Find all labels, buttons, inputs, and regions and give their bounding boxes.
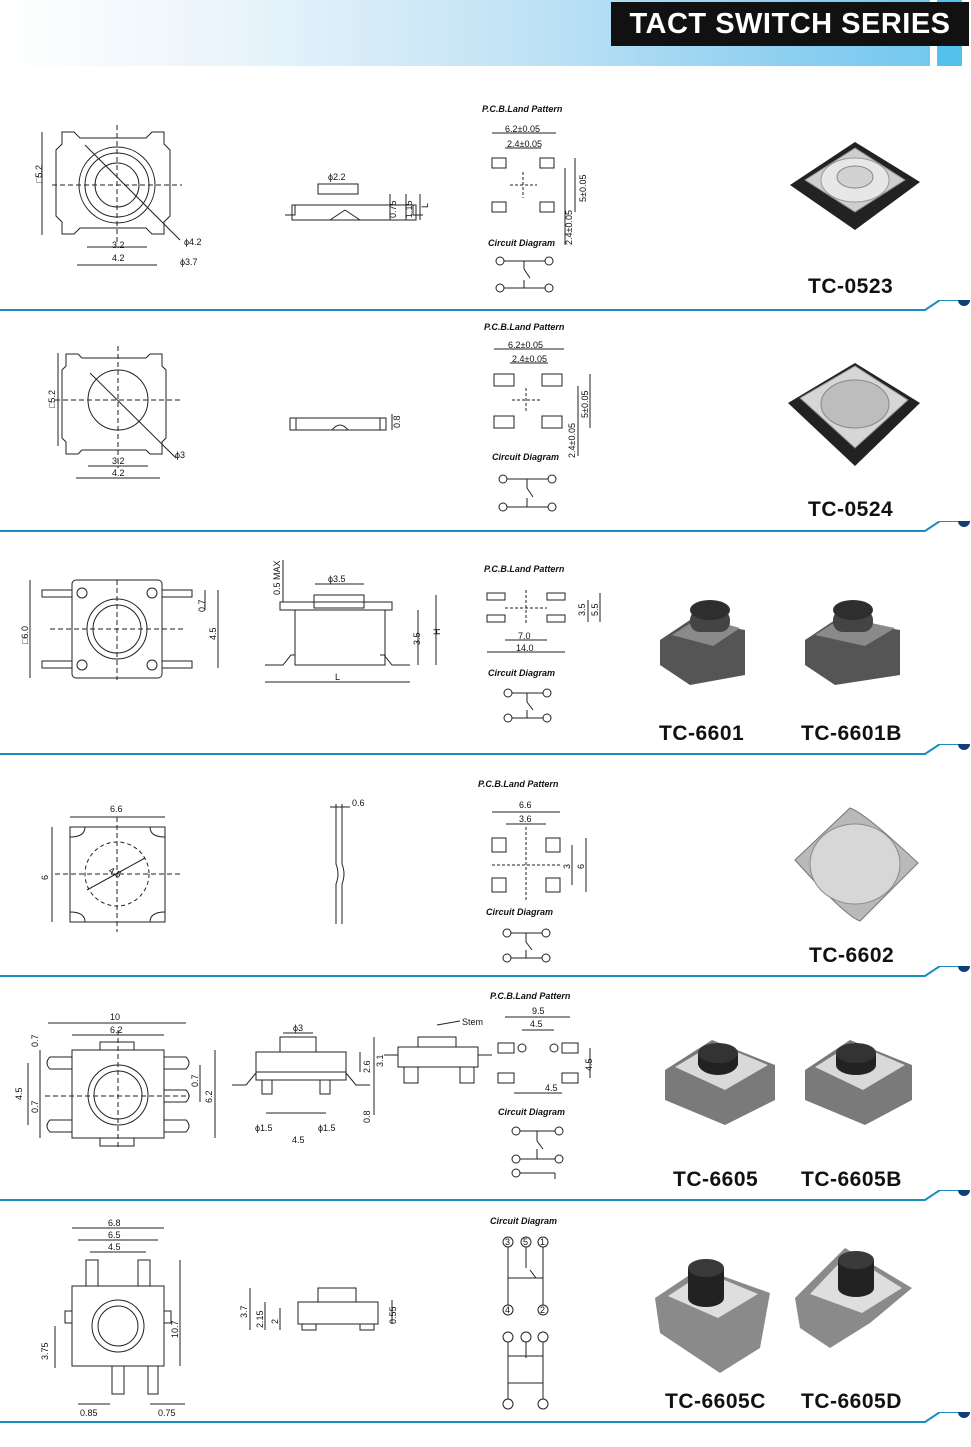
tc-6601-pcb-h-inner: 3.5 [577,603,587,616]
divider-5 [0,1190,971,1206]
tc-6601b-model-label: TC-6601B [801,722,902,745]
tc-6605-stem-label: Stem [462,1017,484,1027]
tc-6605-model-label: TC-6605 [673,1168,759,1191]
tc-6605c-dim-h2: 3.75 [40,1342,50,1360]
tc-6601-model-label: TC-6601 [659,722,745,745]
tc-0524-pcb-w-inner: 2.4±0.05 [512,354,547,364]
tc-0523-dim-side: □5.2 [34,165,44,183]
tc-6601-circuit-label: Circuit Diagram [488,668,556,678]
tc-6605-photo [665,1040,775,1125]
tc-6601-side-h2: H [432,628,442,635]
tc-0523-side-d: ϕ2.2 [328,172,346,182]
tc-6605-pcb-h-inner: 4.5 [584,1058,594,1071]
tc-6602-pcb-w-inner: 3.6 [519,814,532,824]
tc-0524-dim-side: □5.2 [47,390,57,408]
tc-6602-drawings [0,762,971,972]
tc-6605-side-d: ϕ3 [293,1023,304,1033]
tc-6605c-side-h1: 3.7 [239,1305,249,1318]
section-tc-0524 [0,318,971,528]
tc-0524-photo [788,363,920,466]
tc-6605b-model-label: TC-6605B [801,1168,902,1191]
tc-6605-front-view [384,1021,492,1083]
tc-0523-pcb-label: P.C.B.Land Pattern [482,104,563,114]
tc-0524-pcb-label: P.C.B.Land Pattern [484,322,565,332]
tc-6602-pcb-h-inner: 3 [562,863,572,869]
tc-6605c-side-h3: 2 [270,1318,280,1324]
tc-0523-dim-w-outer: 4.2 [112,253,125,263]
tc-0523-side-h2: 1.15 [404,200,414,218]
tc-6605d-photo [795,1248,912,1348]
tc-0523-pcb-pattern [492,133,575,245]
tc-0523-photo [790,142,920,230]
divider-2 [0,521,971,537]
tc-6601-side-view [265,560,436,682]
tc-6605c-dim-b1: 0.85 [80,1408,98,1418]
tc-0524-pcb-w-outer: 6.2±0.05 [508,340,543,350]
tc-6605-pcb-pattern [498,1017,590,1093]
tc-6602-pcb-h-outer: 6 [576,863,586,869]
tc-6605c-pin-5: 2 [540,1305,546,1315]
tc-6605c-pin-4: 4 [505,1305,511,1315]
divider-6 [0,1412,971,1428]
tc-6601-drawings [0,540,971,750]
tc-6601-side-l: L [335,672,341,682]
tc-6602-circuit-label: Circuit Diagram [486,907,554,917]
tc-0524-pcb-h-outer: 5±0.05 [580,390,590,418]
tc-6605c-top-view [55,1228,185,1404]
tc-0524-side-h1: 0.8 [392,415,402,428]
tc-6605-top-view [28,1023,215,1150]
tc-0524-drawings [0,318,971,528]
tc-6605-dim-d: 0.7 [190,1074,200,1087]
tc-6605c-dim-w2: 6.5 [108,1230,121,1240]
tc-6605-circuit [512,1127,563,1179]
tc-6605-dim-w-inner: 6.2 [110,1025,123,1035]
tc-6602-dim-h: 6 [40,874,50,880]
tc-6602-dim-w: 6.6 [110,804,123,814]
tc-0523-drawings [0,70,971,310]
tc-6601-side-top: 0.5 MAX [272,560,282,595]
tc-6605-pcb-w-outer: 9.5 [532,1006,545,1016]
tc-6602-pcb-w-outer: 6.6 [519,800,532,810]
tc-6601-side-h1: 3.5 [412,632,422,645]
tc-6605c-pin-2: 5 [523,1237,529,1247]
tc-6601-dim-side: □6.0 [20,626,30,644]
tc-6605-dim-c: 0.7 [30,1100,40,1113]
tc-6602-model-label: TC-6602 [809,944,895,967]
tc-6601-pcb-pattern [487,590,600,652]
tc-6605-dim-a: 0.7 [30,1034,40,1047]
tc-0524-dim-w-outer: 4.2 [112,468,125,478]
tc-6605-pcb-label: P.C.B.Land Pattern [490,991,571,1001]
tc-6601-pcb-w-inner: 7.0 [518,631,531,641]
divider-1 [0,300,971,316]
tc-6601-pcb-label: P.C.B.Land Pattern [484,564,565,574]
tc-0523-pcb-w-outer: 6.2±0.05 [505,124,540,134]
tc-0523-dim-w-inner: 3.2 [112,240,125,250]
tc-6605d-model-label: TC-6605D [801,1390,902,1413]
tc-0523-side-view [285,184,423,220]
tc-6605c-side-h4: 0.55 [388,1306,398,1324]
tc-6601-top-view [30,580,218,680]
tc-0524-circuit-label: Circuit Diagram [492,452,560,462]
tc-0523-side-h1: 0.75 [388,200,398,218]
tc-6601-side-d: ϕ3.5 [328,574,346,584]
tc-6605b-photo [805,1040,912,1125]
tc-6601-pcb-w-outer: 14.0 [516,643,534,653]
tc-6605-circuit-label: Circuit Diagram [498,1107,566,1117]
tc-0523-dim-d1: ϕ4.2 [184,237,202,247]
divider-3 [0,744,971,760]
tc-6605-side-p1: ϕ1.5 [255,1123,273,1133]
tc-0524-model-label: TC-0524 [808,498,894,521]
tc-0523-circuit-label: Circuit Diagram [488,238,556,248]
tc-6601-pcb-h-outer: 5.5 [590,603,600,616]
section-tc-6602 [0,762,971,972]
tc-6602-dim-d: 4.5 [107,865,123,880]
tc-0523-pcb-w-inner: 2.4±0.05 [507,139,542,149]
tc-0523-model-label: TC-0523 [808,275,894,298]
tc-6601b-photo [805,600,900,685]
tc-6605-side-p3: 4.5 [292,1135,305,1145]
tc-6602-photo [795,808,918,921]
tc-0523-pcb-h-outer: 5±0.05 [578,174,588,202]
section-tc-6601 [0,540,971,750]
tc-6605-side-h2: 3.1 [375,1054,385,1067]
tc-6605c-pin-3: 1 [540,1237,546,1247]
tc-0524-dim-w-inner: 3.2 [112,456,125,466]
tc-6601-dim-pitch: 4.5 [208,627,218,640]
tc-6602-side-view [330,804,350,924]
tc-6605-dim-b: 4.5 [14,1087,24,1100]
tc-0523-side-h3: L [420,202,430,208]
tc-6605-dim-w-outer: 10 [110,1012,121,1022]
tc-6605c-circuit [503,1237,548,1409]
tc-0523-dim-d2: ϕ3.7 [180,257,198,267]
tc-0524-pcb-h-inner: 2.4±0.05 [567,423,577,458]
tc-0524-dim-d1: ϕ3 [175,450,186,460]
tc-6605-side-p2: ϕ1.5 [318,1123,336,1133]
section-tc-6605c [0,1208,971,1433]
tc-6605c-dim-h1: 10.7 [170,1320,180,1338]
tc-6605-dim-e: 6.2 [204,1090,214,1103]
tc-6602-pcb-label: P.C.B.Land Pattern [478,779,559,789]
tc-6602-side-t: 0.6 [352,798,365,808]
tc-6601-circuit [504,689,551,722]
tc-6605c-model-label: TC-6605C [665,1390,766,1413]
section-tc-6605 [0,985,971,1195]
tc-6605c-dim-w1: 6.8 [108,1218,121,1228]
tc-6605c-side-h2: 2.15 [255,1310,265,1328]
tc-6601-dim-pitch-small: 0.7 [197,599,207,612]
tc-6605-pcb-w-bottom: 4.5 [545,1083,558,1093]
tc-6605c-circuit-label: Circuit Diagram [490,1216,558,1226]
tc-0523-circuit [496,257,553,292]
tc-6605c-dim-b2: 0.75 [158,1408,176,1418]
tc-6605c-photo [655,1259,770,1373]
tc-6602-pcb-pattern [492,812,586,902]
page-title: TACT SWITCH SERIES [611,2,969,46]
divider-4 [0,966,971,982]
tc-6605-pcb-w-inner: 4.5 [530,1019,543,1029]
tc-6605c-dim-w3: 4.5 [108,1242,121,1252]
tc-0523-pcb-h-inner: 2.4±0.05 [564,210,574,245]
tc-6601-photo [660,600,745,685]
tc-6605c-pin-1: 3 [505,1237,511,1247]
tc-6605-side-h3: 0.8 [362,1110,372,1123]
tc-6605-side-h1: 2.6 [362,1060,372,1073]
tc-0524-circuit [499,475,556,511]
tc-6602-circuit [503,929,550,962]
section-tc-0523 [0,70,971,310]
tc-6605-side-view [232,1033,374,1115]
tc-0524-side-view [290,414,392,430]
tc-6605-drawings [0,985,971,1195]
